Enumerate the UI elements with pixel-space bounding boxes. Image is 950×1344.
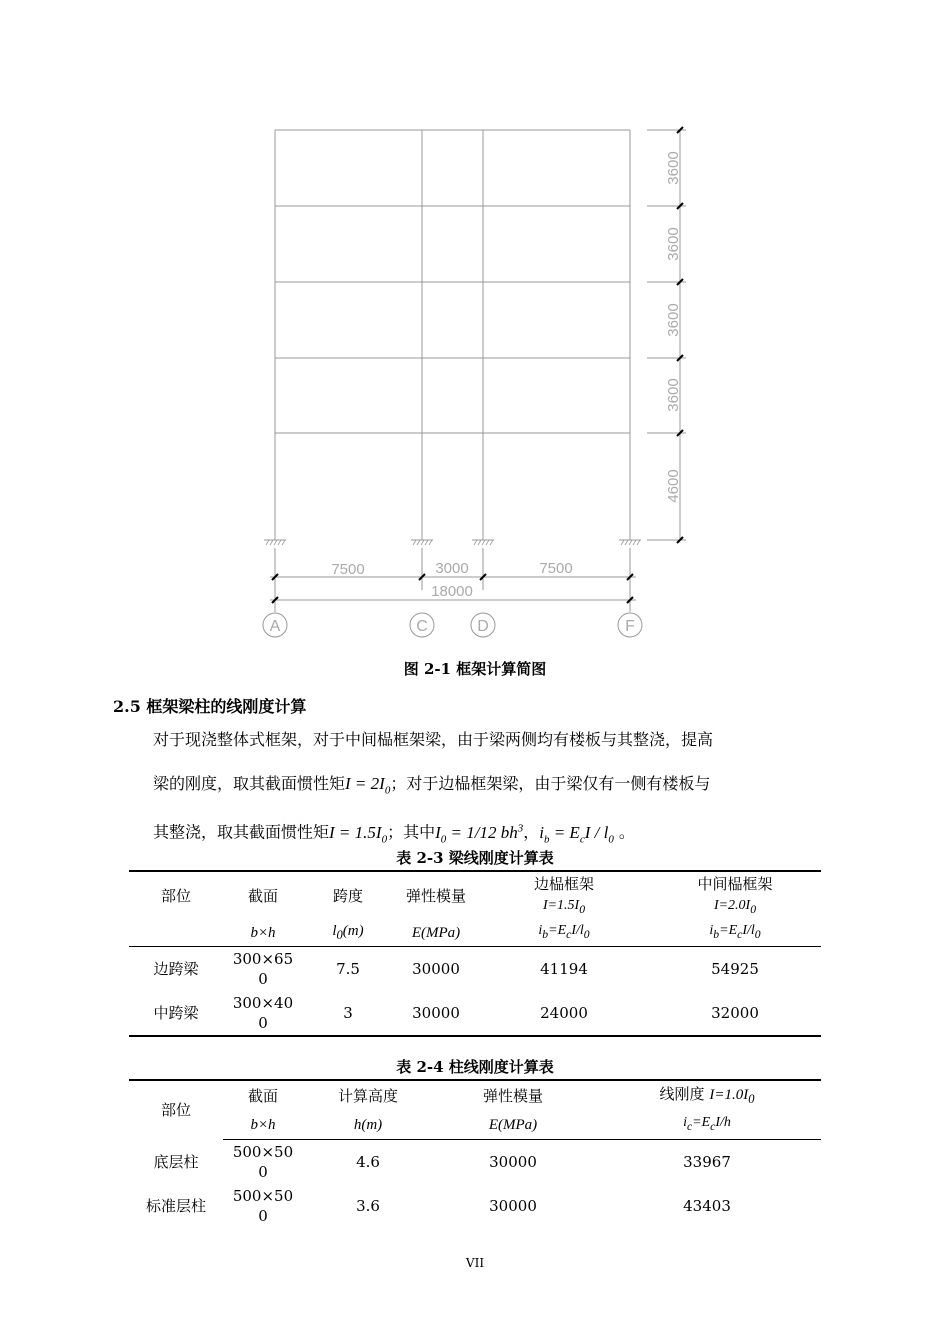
table-cell: 30000 [412,960,460,978]
page-number: VII [465,1256,485,1270]
para-line-3d: 。 [613,822,635,842]
equation-i0: $I_0 = 1/12$ $bh^3$ [435,822,524,846]
table-cell: 32000 [649,991,821,1036]
table2-header-part: 部位 [129,1080,223,1140]
table1-header-middle-frame: 中间榀框架 [649,871,821,896]
axis-label-d: D [477,618,489,635]
para-line-2a: 梁的刚度，取其截面惯性矩 [153,774,346,793]
table2-unit-ic: $i_c=E_cI/h$ [593,1111,821,1140]
table-cell: 33967 [683,1152,731,1171]
table1-unit-bh: b×h [223,920,303,947]
table1-caption: 表 2-3 梁线刚度计算表 [396,849,554,867]
table1-unit-ib-edge: $i_b=E_cI/l_0$ [479,920,649,947]
dim-right-3: 3600 [665,303,682,337]
table1-unit-l0: $l_0(m)$ [303,920,393,947]
dim-bottom-3: 7500 [539,560,573,577]
table-cell-section: 500×50 0 [232,1186,294,1225]
table1-unit-e: E(MPa) [393,920,479,947]
table1-header-edge-frame: 边榀框架 [479,871,649,896]
para-line-3c: ， [523,822,540,842]
table2-unit-h: h(m) [303,1111,433,1140]
table-row: 标准层柱 [145,1196,206,1215]
dim-right-1: 3600 [665,151,682,185]
table1-header-modulus: 弹性模量 [393,871,479,920]
table2-unit-bh: b×h [223,1111,303,1140]
axis-label-a: A [269,618,281,635]
table-cell: 24000 [479,991,649,1036]
table-row: 边跨梁 [153,960,199,978]
table1-sub-middle: $I=2.0I_0$ [713,898,757,916]
para-line-3b: ；其中 [387,822,436,842]
para-line-2b: ；对于边榀框架梁，由于梁仅有一侧有楼板与 [390,774,711,793]
table1-header-section: 截面 [223,871,303,920]
frame-diagram [0,0,950,650]
section-title: 2.5 框架梁柱的线刚度计算 [113,697,307,716]
beam-stiffness-table [129,870,821,1037]
table-cell: 3 [303,991,393,1036]
table2-header-section: 截面 [223,1080,303,1111]
table2-caption: 表 2-4 柱线刚度计算表 [396,1058,554,1076]
table-cell: 43403 [683,1196,731,1215]
table-cell-section: 300×65 0 [232,950,294,988]
equation-i-15i0: $I = 1.5I_0$ [329,822,388,846]
body-paragraph [113,718,823,850]
dim-right-4: 3600 [665,378,682,412]
table-cell: 30000 [393,991,479,1036]
table-row: 中跨梁 [129,991,223,1036]
table1-header-part: 部位 [129,871,223,920]
dim-right-5: 4600 [665,469,682,503]
table-cell-section: 500×50 0 [232,1142,294,1181]
dim-bottom-2: 3000 [435,560,469,577]
figure-caption: 图 2-1 框架计算简图 [403,660,547,678]
column-stiffness-table [129,1079,821,1228]
table-cell: 41194 [540,960,588,978]
table-cell: 54925 [711,960,759,978]
dim-total: 18000 [431,583,473,600]
para-line-3a: 其整浇，取其截面惯性矩 [153,822,330,842]
table-cell: 3.6 [356,1196,380,1215]
table2-header-height: 计算高度 [303,1080,433,1111]
axis-label-f: F [625,618,635,635]
equation-i-2i0: $I = 2I_0$ [345,774,391,797]
table2-header-stiffness: 线刚度 $I=1.0I_0$ [593,1080,821,1111]
table-cell: 4.6 [356,1152,380,1171]
table-row: 底层柱 [153,1152,199,1171]
table1-header-span: 跨度 [303,871,393,920]
equation-ib: $i_b = E_cI / l_0$ [539,822,614,846]
table2-unit-e: E(MPa) [433,1111,593,1140]
dim-right-2: 3600 [665,227,682,261]
axis-label-c: C [416,618,428,635]
table-cell: 30000 [489,1152,537,1171]
dim-bottom-1: 7500 [331,561,365,578]
table1-unit-ib-middle: $i_b=E_cI/l_0$ [649,920,821,947]
table2-header-modulus: 弹性模量 [433,1080,593,1111]
table-cell: 7.5 [336,960,360,978]
table-cell-section: 300×40 0 [223,991,303,1036]
para-line-1: 对于现浇整体式框架，对于中间榀框架梁，由于梁两侧均有楼板与其整浇，提高 [153,730,714,749]
table1-sub-edge: $I=1.5I_0$ [542,898,586,916]
table-cell: 30000 [489,1196,537,1215]
